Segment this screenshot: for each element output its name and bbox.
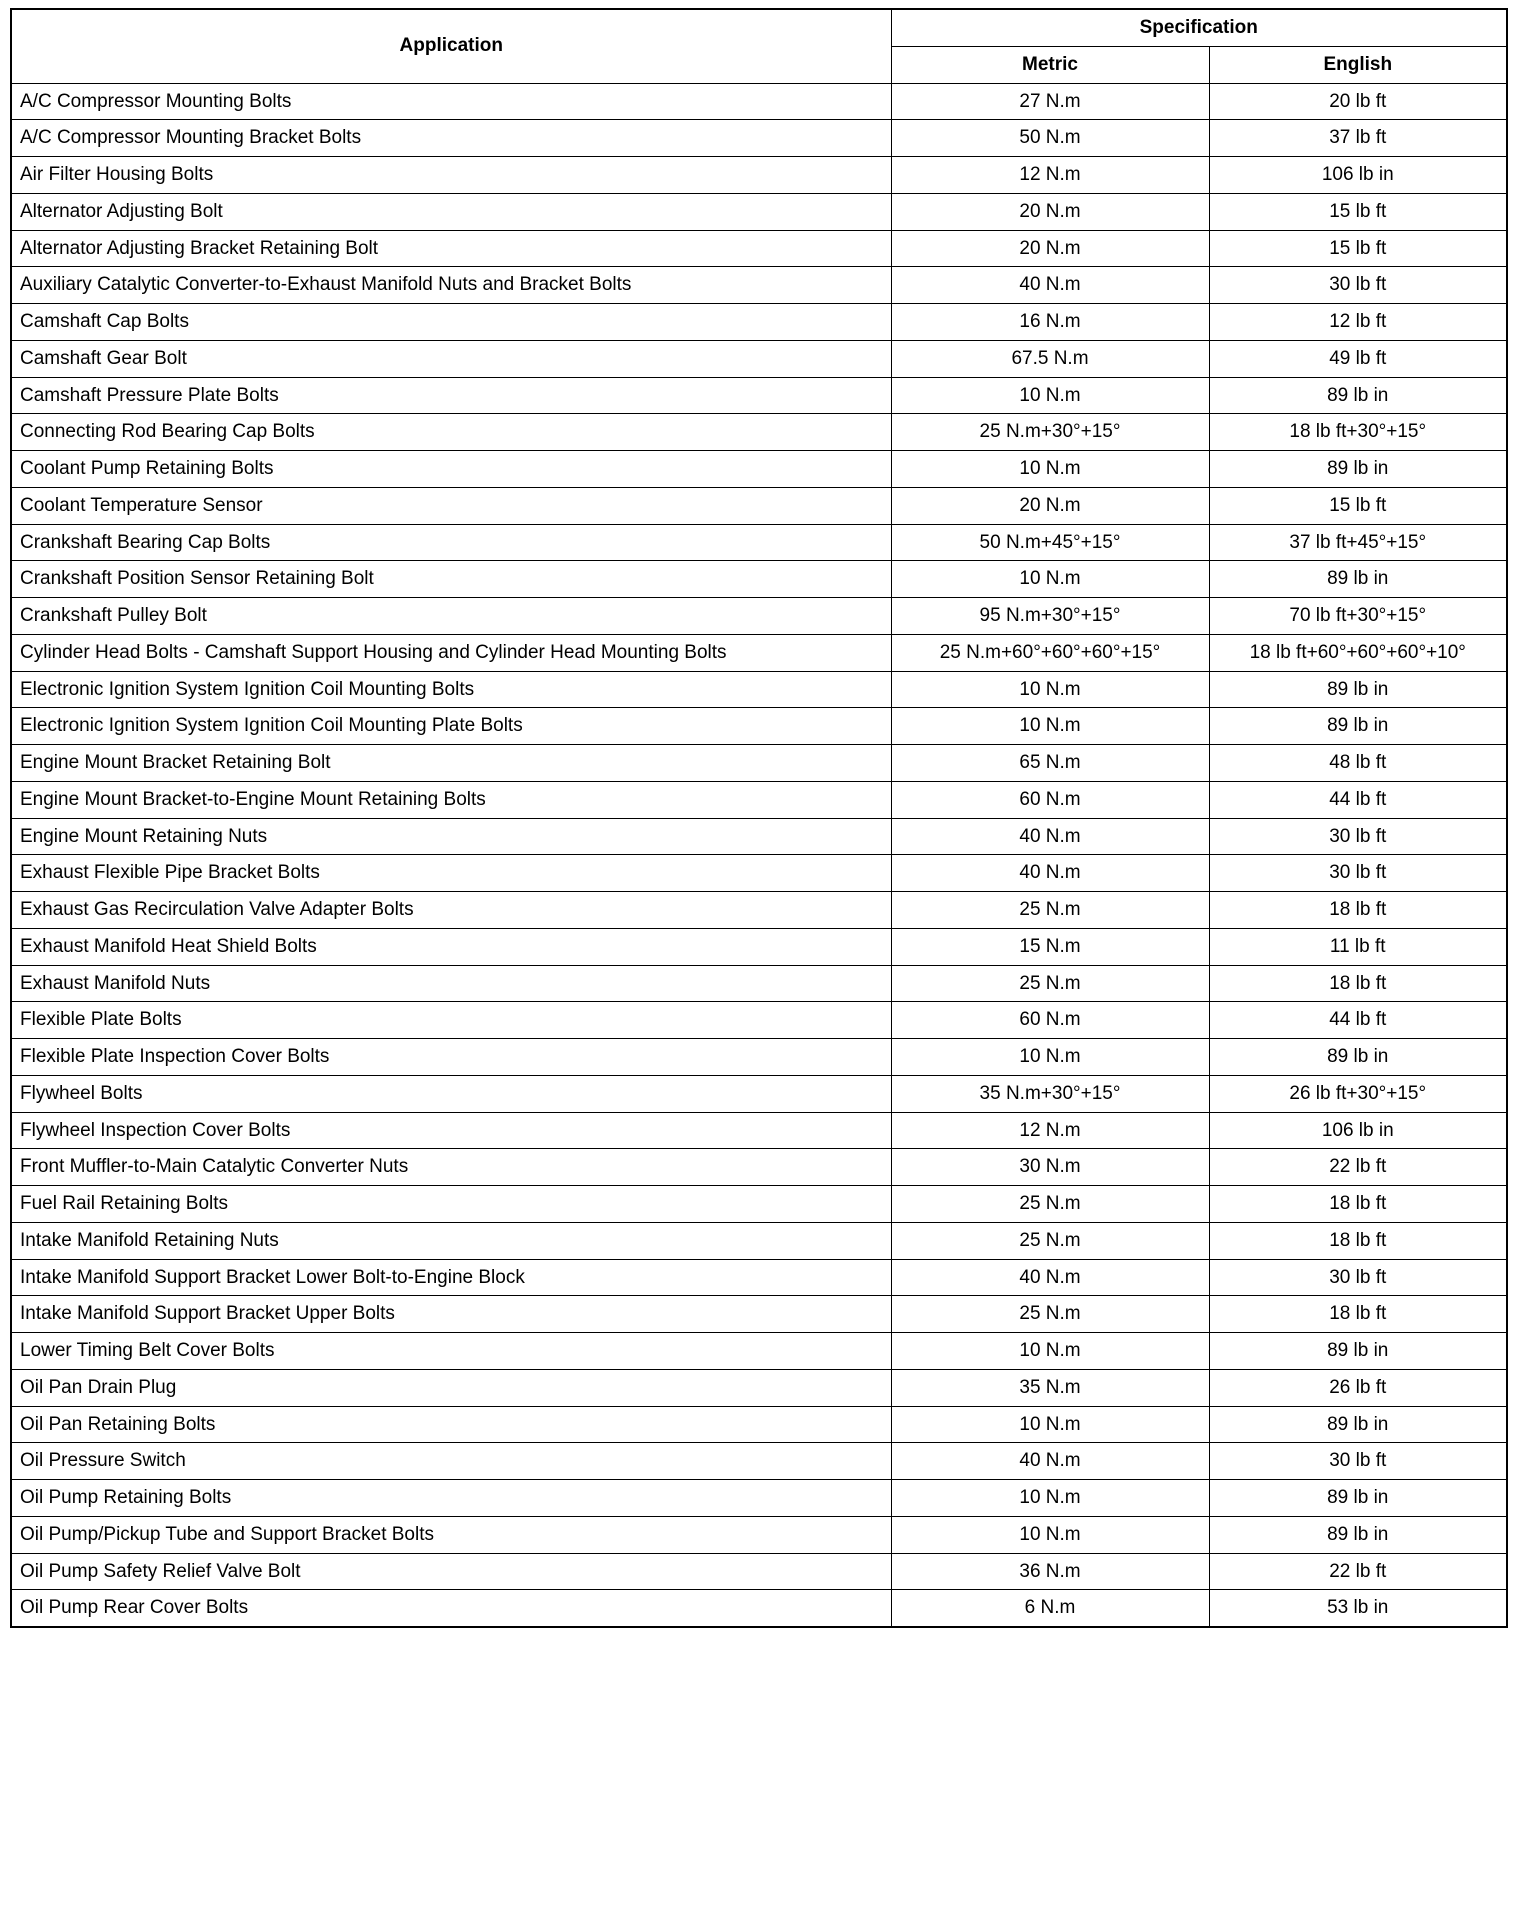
cell-english: 44 lb ft [1209,1002,1507,1039]
cell-metric: 25 N.m [891,1296,1209,1333]
cell-application: Intake Manifold Support Bracket Lower Bolt-to-Engine Block [11,1259,891,1296]
cell-application: Fuel Rail Retaining Bolts [11,1186,891,1223]
table-row [11,1590,1507,1627]
cell-metric: 10 N.m [891,1516,1209,1553]
cell-metric: 10 N.m [891,671,1209,708]
cell-english: 18 lb ft [1209,1222,1507,1259]
cell-metric: 10 N.m [891,451,1209,488]
cell-metric: 12 N.m [891,1112,1209,1149]
table-row [11,340,1507,377]
cell-metric: 25 N.m [891,965,1209,1002]
cell-application: Engine Mount Retaining Nuts [11,818,891,855]
cell-english: 26 lb ft [1209,1369,1507,1406]
table-row [11,1039,1507,1076]
cell-english: 89 lb in [1209,708,1507,745]
column-header-metric: Metric [891,46,1209,83]
cell-english: 18 lb ft [1209,1296,1507,1333]
cell-english: 30 lb ft [1209,1259,1507,1296]
cell-english: 53 lb in [1209,1590,1507,1627]
table-row [11,524,1507,561]
table-row [11,1186,1507,1223]
cell-english: 15 lb ft [1209,230,1507,267]
table-row [11,1112,1507,1149]
cell-application: Cylinder Head Bolts - Camshaft Support Housing and Cylinder Head Mounting Bolts [11,634,891,671]
cell-english: 11 lb ft [1209,928,1507,965]
table-row [11,1259,1507,1296]
table-row [11,1333,1507,1370]
cell-english: 20 lb ft [1209,83,1507,120]
cell-application: Connecting Rod Bearing Cap Bolts [11,414,891,451]
cell-english: 89 lb in [1209,671,1507,708]
table-row [11,451,1507,488]
cell-english: 30 lb ft [1209,1443,1507,1480]
cell-english: 22 lb ft [1209,1553,1507,1590]
cell-english: 89 lb in [1209,1516,1507,1553]
cell-english: 18 lb ft+30°+15° [1209,414,1507,451]
cell-metric: 40 N.m [891,267,1209,304]
column-header-english: English [1209,46,1507,83]
cell-application: Coolant Pump Retaining Bolts [11,451,891,488]
table-row [11,598,1507,635]
table-row [11,1553,1507,1590]
table-row [11,1406,1507,1443]
cell-metric: 40 N.m [891,1259,1209,1296]
cell-english: 89 lb in [1209,1480,1507,1517]
cell-application: Camshaft Pressure Plate Bolts [11,377,891,414]
cell-metric: 40 N.m [891,1443,1209,1480]
cell-metric: 40 N.m [891,818,1209,855]
cell-english: 70 lb ft+30°+15° [1209,598,1507,635]
table-row [11,1149,1507,1186]
cell-application: Crankshaft Position Sensor Retaining Bolt [11,561,891,598]
cell-english: 106 lb in [1209,1112,1507,1149]
cell-application: Crankshaft Pulley Bolt [11,598,891,635]
table-row [11,83,1507,120]
cell-application: Oil Pan Drain Plug [11,1369,891,1406]
cell-metric: 16 N.m [891,304,1209,341]
table-row [11,781,1507,818]
cell-english: 106 lb in [1209,157,1507,194]
table-row [11,1222,1507,1259]
cell-metric: 25 N.m+30°+15° [891,414,1209,451]
table-row [11,1002,1507,1039]
table-row [11,230,1507,267]
table-row [11,1296,1507,1333]
cell-application: Air Filter Housing Bolts [11,157,891,194]
cell-application: Alternator Adjusting Bolt [11,193,891,230]
cell-application: Flexible Plate Inspection Cover Bolts [11,1039,891,1076]
cell-application: Exhaust Flexible Pipe Bracket Bolts [11,855,891,892]
cell-application: Oil Pan Retaining Bolts [11,1406,891,1443]
cell-metric: 20 N.m [891,193,1209,230]
table-row [11,745,1507,782]
cell-metric: 65 N.m [891,745,1209,782]
cell-application: Oil Pump Rear Cover Bolts [11,1590,891,1627]
cell-english: 89 lb in [1209,1039,1507,1076]
cell-metric: 25 N.m [891,892,1209,929]
cell-application: Flexible Plate Bolts [11,1002,891,1039]
table-row [11,855,1507,892]
cell-english: 18 lb ft [1209,892,1507,929]
table-row [11,193,1507,230]
cell-metric: 67.5 N.m [891,340,1209,377]
cell-english: 22 lb ft [1209,1149,1507,1186]
cell-application: Oil Pump/Pickup Tube and Support Bracket Bolts [11,1516,891,1553]
cell-application: Front Muffler-to-Main Catalytic Converter Nuts [11,1149,891,1186]
table-row [11,818,1507,855]
table-row [11,267,1507,304]
column-header-specification: Specification [891,9,1507,46]
cell-english: 89 lb in [1209,1333,1507,1370]
cell-english: 30 lb ft [1209,855,1507,892]
cell-english: 15 lb ft [1209,193,1507,230]
fastener-tightening-specifications-table [10,8,1508,1628]
table-row [11,1516,1507,1553]
cell-application: Engine Mount Bracket Retaining Bolt [11,745,891,782]
cell-application: Exhaust Manifold Nuts [11,965,891,1002]
cell-english: 12 lb ft [1209,304,1507,341]
table-row [11,1443,1507,1480]
cell-application: Lower Timing Belt Cover Bolts [11,1333,891,1370]
table-row [11,708,1507,745]
cell-application: A/C Compressor Mounting Bolts [11,83,891,120]
cell-english: 89 lb in [1209,451,1507,488]
cell-metric: 60 N.m [891,781,1209,818]
cell-metric: 35 N.m [891,1369,1209,1406]
table-row [11,1369,1507,1406]
table-row [11,634,1507,671]
cell-metric: 50 N.m [891,120,1209,157]
cell-application: Electronic Ignition System Ignition Coil Mounting Plate Bolts [11,708,891,745]
table-row [11,965,1507,1002]
cell-english: 18 lb ft [1209,965,1507,1002]
cell-english: 44 lb ft [1209,781,1507,818]
cell-application: A/C Compressor Mounting Bracket Bolts [11,120,891,157]
table-row [11,304,1507,341]
cell-application: Flywheel Inspection Cover Bolts [11,1112,891,1149]
cell-application: Exhaust Gas Recirculation Valve Adapter Bolts [11,892,891,929]
cell-metric: 25 N.m [891,1186,1209,1223]
cell-english: 49 lb ft [1209,340,1507,377]
cell-english: 26 lb ft+30°+15° [1209,1075,1507,1112]
cell-metric: 10 N.m [891,708,1209,745]
cell-metric: 6 N.m [891,1590,1209,1627]
cell-metric: 15 N.m [891,928,1209,965]
cell-english: 30 lb ft [1209,818,1507,855]
table-row [11,157,1507,194]
cell-metric: 10 N.m [891,1480,1209,1517]
cell-english: 89 lb in [1209,1406,1507,1443]
cell-application: Flywheel Bolts [11,1075,891,1112]
table-row [11,892,1507,929]
cell-english: 89 lb in [1209,561,1507,598]
cell-metric: 27 N.m [891,83,1209,120]
table-row [11,1075,1507,1112]
table-row [11,377,1507,414]
header-row-top [11,9,1507,46]
cell-english: 30 lb ft [1209,267,1507,304]
cell-english: 37 lb ft [1209,120,1507,157]
cell-english: 48 lb ft [1209,745,1507,782]
cell-metric: 12 N.m [891,157,1209,194]
cell-metric: 10 N.m [891,1333,1209,1370]
cell-application: Engine Mount Bracket-to-Engine Mount Retaining Bolts [11,781,891,818]
table-body [11,83,1507,1627]
cell-metric: 25 N.m [891,1222,1209,1259]
table-row [11,120,1507,157]
cell-metric: 25 N.m+60°+60°+60°+15° [891,634,1209,671]
table-header [11,9,1507,83]
cell-metric: 36 N.m [891,1553,1209,1590]
cell-application: Crankshaft Bearing Cap Bolts [11,524,891,561]
cell-application: Auxiliary Catalytic Converter-to-Exhaust Manifold Nuts and Bracket Bolts [11,267,891,304]
cell-application: Electronic Ignition System Ignition Coil Mounting Bolts [11,671,891,708]
table-row [11,928,1507,965]
cell-application: Intake Manifold Support Bracket Upper Bolts [11,1296,891,1333]
table-row [11,561,1507,598]
table-row [11,671,1507,708]
table-row [11,414,1507,451]
cell-application: Alternator Adjusting Bracket Retaining Bolt [11,230,891,267]
cell-metric: 60 N.m [891,1002,1209,1039]
cell-metric: 20 N.m [891,230,1209,267]
cell-application: Camshaft Gear Bolt [11,340,891,377]
cell-application: Oil Pressure Switch [11,1443,891,1480]
cell-english: 89 lb in [1209,377,1507,414]
cell-metric: 30 N.m [891,1149,1209,1186]
cell-metric: 10 N.m [891,1406,1209,1443]
cell-metric: 20 N.m [891,487,1209,524]
column-header-application: Application [11,9,891,83]
cell-metric: 10 N.m [891,561,1209,598]
cell-application: Coolant Temperature Sensor [11,487,891,524]
cell-metric: 40 N.m [891,855,1209,892]
cell-english: 15 lb ft [1209,487,1507,524]
cell-english: 18 lb ft+60°+60°+60°+10° [1209,634,1507,671]
cell-application: Camshaft Cap Bolts [11,304,891,341]
cell-metric: 10 N.m [891,377,1209,414]
cell-application: Oil Pump Retaining Bolts [11,1480,891,1517]
cell-application: Oil Pump Safety Relief Valve Bolt [11,1553,891,1590]
cell-metric: 50 N.m+45°+15° [891,524,1209,561]
table-row [11,487,1507,524]
cell-english: 37 lb ft+45°+15° [1209,524,1507,561]
cell-application: Intake Manifold Retaining Nuts [11,1222,891,1259]
cell-application: Exhaust Manifold Heat Shield Bolts [11,928,891,965]
cell-metric: 10 N.m [891,1039,1209,1076]
cell-metric: 35 N.m+30°+15° [891,1075,1209,1112]
table-row [11,1480,1507,1517]
cell-english: 18 lb ft [1209,1186,1507,1223]
cell-metric: 95 N.m+30°+15° [891,598,1209,635]
